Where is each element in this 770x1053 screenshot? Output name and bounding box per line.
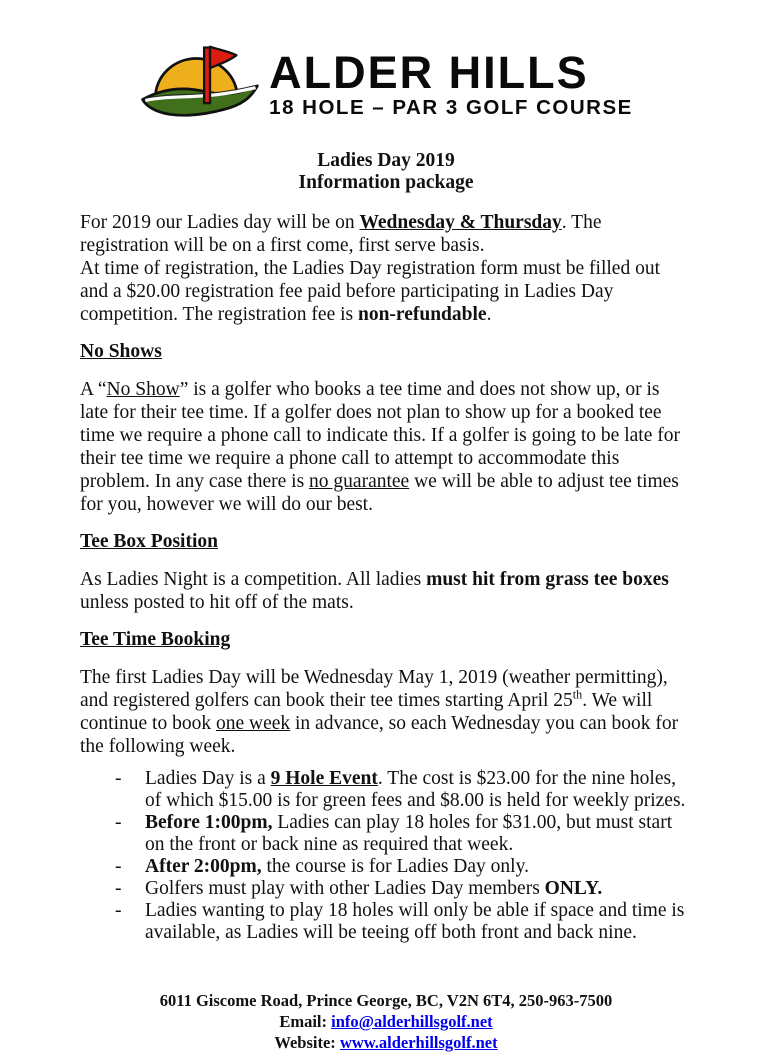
- bullet-dash: -: [115, 878, 122, 899]
- document-title-line2: Information package: [298, 171, 474, 193]
- document-title: [80, 150, 692, 193]
- bullet-dash: -: [115, 900, 122, 921]
- footer-email-line: [80, 1011, 692, 1032]
- heading-tee-time-booking: Tee Time Booking: [80, 629, 231, 650]
- logo-text: [269, 46, 633, 119]
- email-label: Email:: [279, 1012, 332, 1031]
- bullet-text: Golfers must play with other Ladies Day members ONLY.: [145, 878, 603, 899]
- footer: [80, 990, 692, 1053]
- list-item: [80, 812, 692, 856]
- paragraph-intro-2: At time of registration, the Ladies Day registration form must be filled out and a $20.00 registration fee paid before participating in Ladies Day competition. The registration fee is non-refundable.: [80, 258, 660, 325]
- golf-course-logo-icon: [139, 43, 261, 125]
- heading-no-shows: No Shows: [80, 341, 162, 362]
- list-item: [80, 856, 692, 878]
- logo: [80, 45, 692, 123]
- bullet-text: Before 1:00pm, Ladies can play 18 holes for $31.00, but must start on the front or back nine as required that week.: [145, 812, 673, 855]
- list-item: [80, 768, 692, 812]
- logo-tagline: 18 HOLE – PAR 3 GOLF COURSE: [269, 95, 633, 119]
- paragraph-tee-time: The first Ladies Day will be Wednesday May 1, 2019 (weather permitting), and registered golfers can book their tee times starting April 25th. We will continue to book one week in advance, so each Wednesday you can book for the following week.: [80, 667, 679, 757]
- website-link[interactable]: www.alderhillsgolf.net: [339, 1033, 498, 1052]
- paragraph-no-shows: A “No Show” is a golfer who books a tee time and does not show up, or is late for their tee time. If a golfer does not plan to show up for a booked tee time we require a phone call to indicate this. If a golfer is going to be late for their tee time we require a phone call to attempt to accommodate this problem. In any case there is no guarantee we will be able to adjust tee times for you, however we will do our best.: [80, 379, 680, 515]
- logo-name: ALDER HILLS: [269, 46, 589, 98]
- website-label: Website:: [274, 1033, 340, 1052]
- bullet-text: After 2:00pm, the course is for Ladies Day only.: [145, 856, 529, 877]
- paragraph-tee-box: As Ladies Night is a competition. All ladies must hit from grass tee boxes unless posted to hit off of the mats.: [80, 569, 669, 613]
- footer-address: 6011 Giscome Road, Prince George, BC, V2N 6T4, 250-963-7500: [159, 991, 613, 1010]
- email-link[interactable]: info@alderhillsgolf.net: [331, 1012, 493, 1031]
- bullet-dash: -: [115, 768, 122, 789]
- document-title-line1: Ladies Day 2019: [317, 150, 455, 171]
- heading-tee-box-position: Tee Box Position: [80, 531, 218, 552]
- bullet-text: Ladies wanting to play 18 holes will only be able if space and time is available, as Ladies will be teeing off both front and back nine.: [145, 900, 685, 943]
- paragraph-intro-1: For 2019 our Ladies day will be on Wednesday & Thursday. The registration will be on a first come, first serve basis.: [80, 212, 602, 256]
- bullet-dash: -: [115, 856, 122, 877]
- footer-website-line: [80, 1032, 692, 1053]
- bullet-text: Ladies Day is a 9 Hole Event. The cost is $23.00 for the nine holes, of which $15.00 is for green fees and $8.00 is held for weekly prizes.: [145, 768, 686, 811]
- bullet-dash: -: [115, 812, 122, 833]
- logo-flag: [210, 47, 236, 68]
- list-item: [80, 900, 692, 944]
- list-item: [80, 878, 692, 900]
- bullet-list: [80, 768, 692, 944]
